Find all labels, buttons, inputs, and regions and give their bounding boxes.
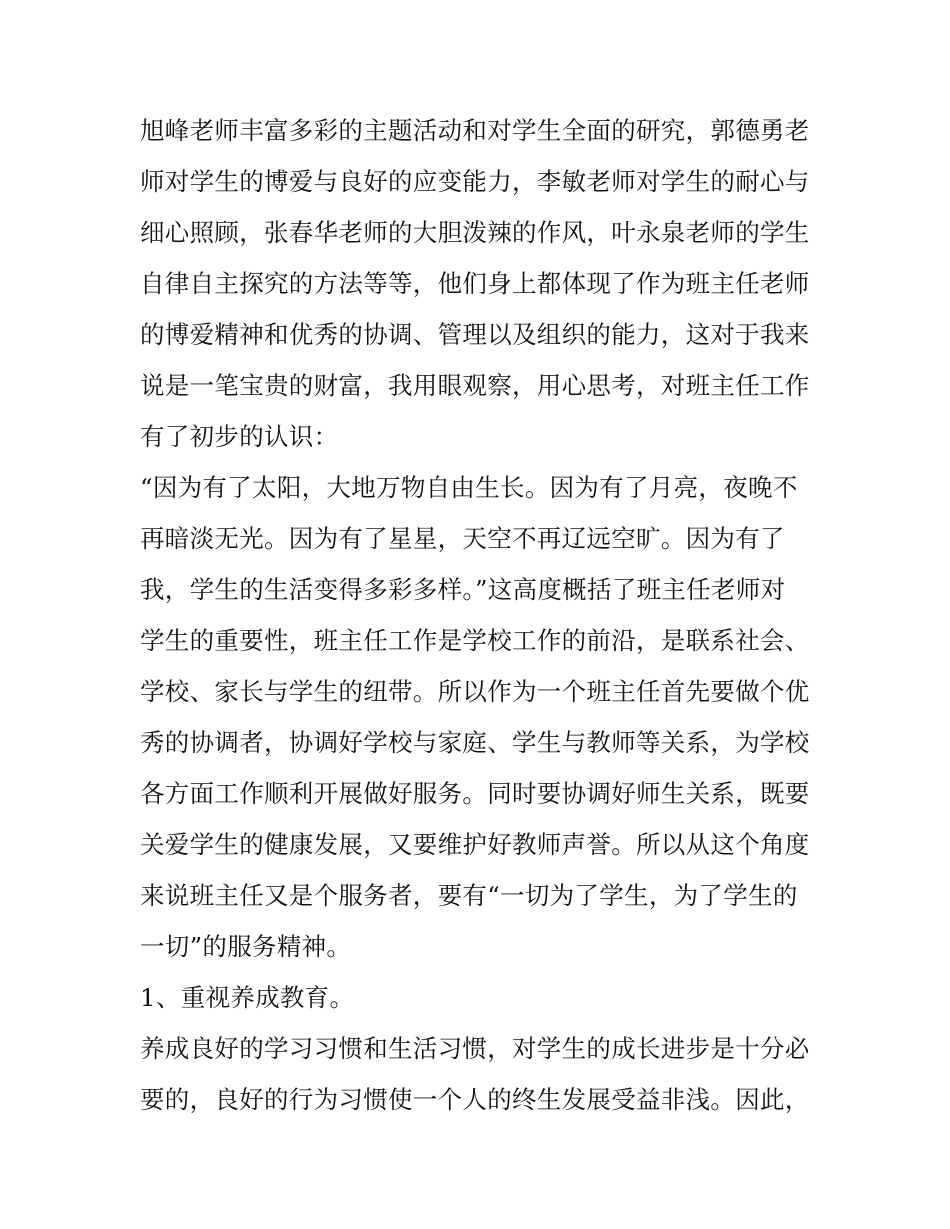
text-line: 的博爱精神和优秀的协调、管理以及组织的能力，这对于我来: [140, 320, 810, 349]
text-line: 我，学生的生活变得多彩多样。”这高度概括了班主任老师对: [140, 575, 786, 604]
text-line: 要的，良好的行为习惯使一个人的终生发展受益非浅。因此，: [140, 1085, 810, 1114]
text-line: 各方面工作顺利开展做好服务。同时要协调好师生关系，既要: [140, 779, 810, 808]
text-line: 学校、家长与学生的纽带。所以作为一个班主任首先要做个优: [140, 677, 810, 706]
text-line: “因为有了太阳，大地万物自由生长。因为有了月亮，夜晚不: [140, 473, 798, 502]
text-line: 细心照顾，张春华老师的大胆泼辣的作风，叶永泉老师的学生: [140, 218, 810, 247]
text-line: 一切”的服务精神。: [140, 932, 352, 961]
text-line: 养成良好的学习习惯和生活习惯，对学生的成长进步是十分必: [140, 1034, 810, 1063]
text-line: 来说班主任又是个服务者，要有“一切为了学生，为了学生的: [140, 881, 798, 910]
text-line: 师对学生的博爱与良好的应变能力，李敏老师对学生的耐心与: [140, 167, 810, 196]
text-line: 学生的重要性，班主任工作是学校工作的前沿，是联系社会、: [140, 626, 810, 655]
section-heading: 1、重视养成教育。: [140, 983, 355, 1012]
text-line: 自律自主探究的方法等等，他们身上都体现了作为班主任老师: [140, 269, 810, 298]
text-line: 关爱学生的健康发展，又要维护好教师声誉。所以从这个角度: [140, 830, 810, 859]
text-line: 有了初步的认识：: [140, 422, 339, 451]
body-text: [140, 105, 820, 1125]
text-line: 秀的协调者，协调好学校与家庭、学生与教师等关系，为学校: [140, 728, 810, 757]
text-line: 再暗淡无光。因为有了星星，天空不再辽远空旷。因为有了: [140, 524, 785, 553]
text-line: 旭峰老师丰富多彩的主题活动和对学生全面的研究，郭德勇老: [140, 116, 810, 145]
text-line: 说是一笔宝贵的财富，我用眼观察，用心思考，对班主任工作: [140, 371, 810, 400]
